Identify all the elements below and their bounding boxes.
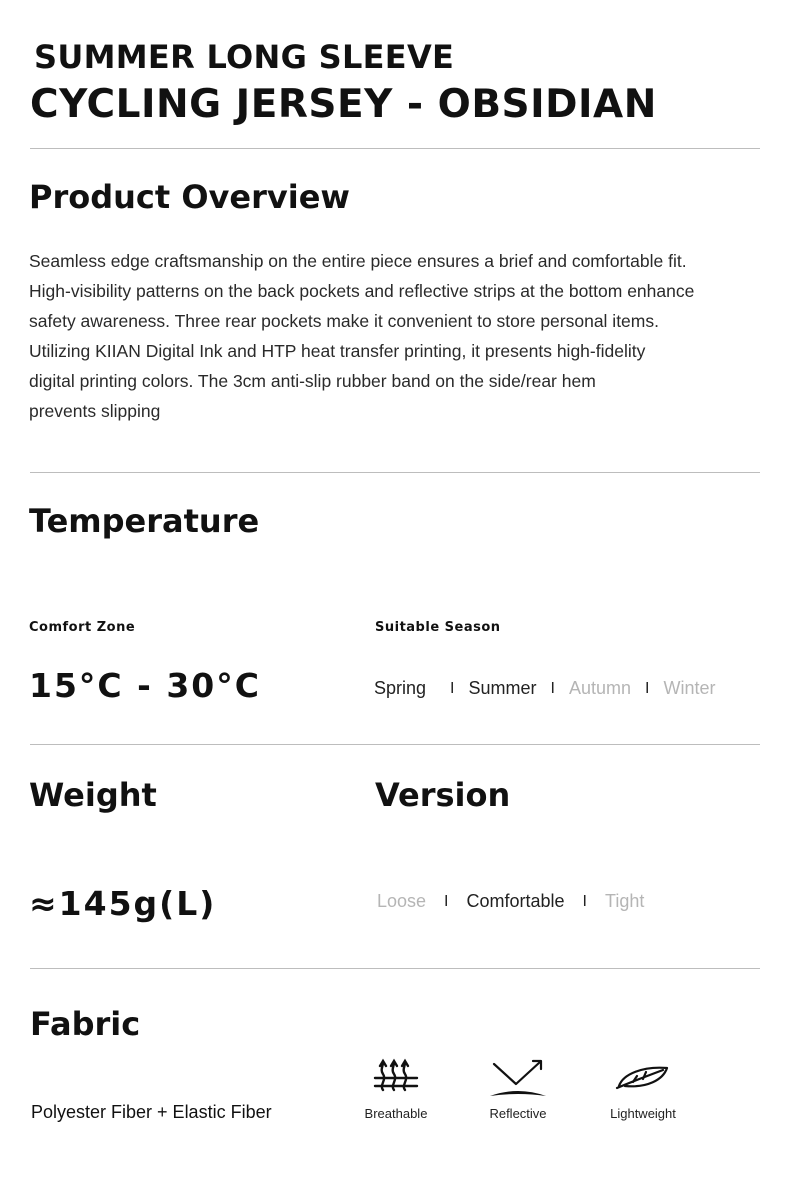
feature-breathable (336, 1056, 456, 1121)
temperature-heading: Temperature (29, 502, 260, 540)
divider (30, 148, 760, 149)
divider (30, 968, 760, 969)
product-title-line1: SUMMER LONG SLEEVE (34, 38, 455, 76)
reflective-icon (488, 1056, 548, 1100)
divider (30, 744, 760, 745)
season-winter: Winter (663, 678, 716, 698)
lightweight-icon (613, 1056, 673, 1100)
separator: I (582, 892, 587, 910)
breathable-icon (372, 1056, 420, 1100)
season-autumn: Autumn (568, 678, 631, 698)
weight-value: ≈145g(L) (29, 884, 217, 923)
separator: I (444, 892, 449, 910)
fabric-heading: Fabric (30, 1005, 141, 1043)
overview-line: prevents slipping (29, 401, 161, 421)
overview-description (29, 246, 774, 426)
separator: I (550, 679, 555, 697)
version-tight: Tight (605, 891, 645, 911)
weight-heading: Weight (29, 776, 157, 814)
separator: I (450, 679, 455, 697)
season-spring: Spring (374, 678, 427, 698)
feature-lightweight (583, 1056, 703, 1121)
season-summer: Summer (468, 678, 537, 698)
overview-line: Utilizing KIIAN Digital Ink and HTP heat transfer printing, it presents high-fidelity (29, 341, 646, 361)
overview-heading: Product Overview (29, 178, 350, 216)
product-title-line2: CYCLING JERSEY - OBSIDIAN (30, 82, 657, 127)
suitable-season-label: Suitable Season (375, 620, 501, 635)
overview-line: digital printing colors. The 3cm anti-slip rubber band on the side/rear hem (29, 371, 596, 391)
season-list (374, 678, 715, 699)
overview-line: High-visibility patterns on the back pockets and reflective strips at the bottom enhance (29, 281, 695, 301)
feature-label: Breathable (364, 1106, 428, 1121)
version-heading: Version (375, 776, 511, 814)
overview-line: safety awareness. Three rear pockets make it convenient to store personal items. (29, 311, 659, 331)
feature-reflective (458, 1056, 578, 1121)
divider (30, 472, 760, 473)
version-list (377, 891, 644, 912)
comfort-zone-label: Comfort Zone (29, 620, 136, 635)
separator: I (645, 679, 650, 697)
feature-label: Lightweight (610, 1106, 676, 1121)
version-loose: Loose (377, 891, 427, 911)
feature-label: Reflective (489, 1106, 547, 1121)
fabric-composition: Polyester Fiber + Elastic Fiber (31, 1102, 272, 1122)
version-comfortable: Comfortable (466, 891, 565, 911)
comfort-zone-value: 15°C - 30°C (29, 666, 261, 705)
overview-line: Seamless edge craftsmanship on the entire piece ensures a brief and comfortable fit. (29, 251, 687, 271)
